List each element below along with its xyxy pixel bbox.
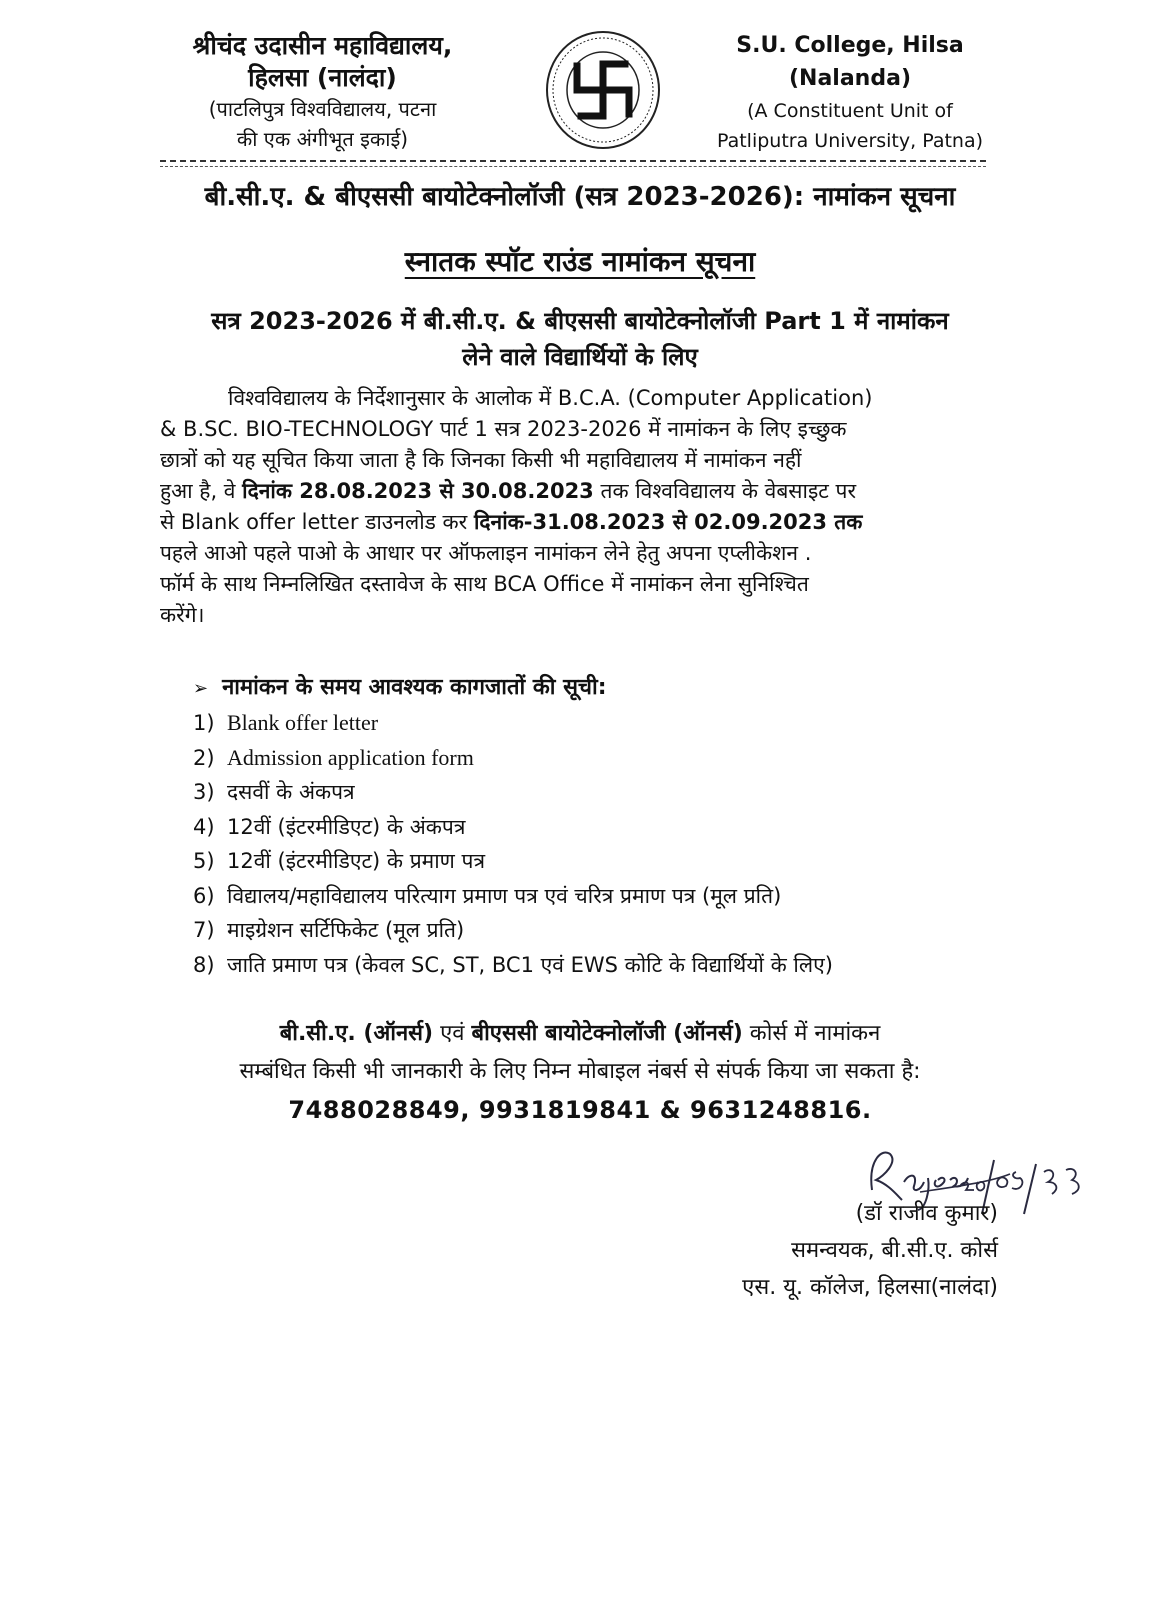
body-line	[160, 507, 990, 538]
list-item	[193, 913, 993, 948]
documents-list	[193, 706, 993, 982]
notice-subtitle	[160, 243, 1000, 281]
list-item-text: Blank offer letter	[227, 710, 379, 735]
list-item-text: विद्यालय/महाविद्यालय परित्याग प्रमाण पत्र एवं चरित्र प्रमाण पत्र (मूल प्रति)	[227, 883, 782, 908]
notice-heading-line1: सत्र 2023-2026 में बी.सी.ए. & बीएससी बायोटेक्नोलॉजी Part 1 में नामांकन	[211, 307, 949, 335]
body-text: से Blank offer letter डाउनलोड कर	[160, 510, 474, 534]
list-item	[193, 775, 993, 810]
college-seal-swastika-icon	[543, 28, 663, 153]
documents-heading-text: नामांकन के समय आवश्यक कागजातों की सूची:	[222, 675, 607, 700]
list-item-text: दसवीं के अंकपत्र	[227, 780, 355, 804]
contact-line2: सम्बंधित किसी भी जानकारी के लिए निम्न मोबाइल नंबर्स से संपर्क किया जा सकता है:	[239, 1059, 921, 1084]
university-affiliation-hindi-2: की एक अंगीभूत इकाई)	[236, 127, 409, 151]
list-item-number: 7)	[193, 918, 215, 942]
body-line: & B.SC. BIO-TECHNOLOGY पार्ट 1 सत्र 2023-2026 में नामांकन के लिए इच्छुक	[160, 417, 847, 441]
list-item-text: Admission application form	[227, 744, 474, 770]
list-item-number: 6)	[193, 883, 215, 908]
body-line: फॉर्म के साथ निम्नलिखित दस्तावेज के साथ BCA Office में नामांकन लेना सुनिश्चित	[160, 572, 809, 596]
college-location-english: (Nalanda)	[788, 66, 911, 91]
body-line	[160, 476, 990, 507]
contact-text: कोर्स में नामांकन	[742, 1021, 881, 1046]
signature-block	[680, 1195, 998, 1306]
contact-course-biotech: बीएससी बायोटेक्नोलॉजी (ऑनर्स)	[471, 1021, 743, 1046]
body-date-range-download: दिनांक 28.08.2023 से 30.08.2023	[242, 479, 594, 503]
list-item	[193, 879, 993, 914]
body-line: विश्वविद्यालय के निर्देशानुसार के आलोक में B.C.A. (Computer Application)	[228, 386, 873, 410]
list-item-text: 12वीं (इंटरमीडिएट) के अंकपत्र	[227, 814, 466, 839]
list-item-number: 1)	[193, 711, 215, 735]
header-divider	[160, 160, 986, 162]
contact-line1	[160, 1015, 1000, 1053]
university-affiliation-english-1: (A Constituent Unit of	[747, 100, 953, 122]
list-item-text: 12वीं (इंटरमीडिएट) के प्रमाण पत्र	[227, 849, 486, 873]
notice-title: बी.सी.ए. & बीएससी बायोटेक्नोलॉजी (सत्र 2023-2026): नामांकन सूचना	[204, 182, 956, 212]
header-hindi-block	[150, 30, 495, 154]
list-item-number: 2)	[193, 745, 215, 770]
body-date-range-admission: दिनांक-31.08.2023 से 02.09.2023 तक	[473, 510, 863, 534]
college-location-hindi: हिलसा (नालंदा)	[248, 63, 397, 92]
list-item-number: 8)	[193, 952, 215, 977]
notice-subtitle-text: स्नातक स्पॉट राउंड नामांकन सूचना	[404, 245, 756, 278]
notice-heading	[160, 303, 1000, 375]
contact-course-bca: बी.सी.ए. (ऑनर्स)	[279, 1021, 434, 1046]
header-divider-secondary	[160, 166, 986, 167]
college-name-english: S.U. College, Hilsa	[736, 33, 964, 58]
list-item-number: 4)	[193, 814, 215, 839]
list-item-text: जाति प्रमाण पत्र (केवल SC, ST, BC1 एवं EWS कोटि के विद्यार्थियों के लिए)	[227, 952, 833, 977]
body-text: तक विश्वविद्यालय के वेबसाइट पर	[593, 479, 857, 503]
list-item	[193, 844, 993, 879]
header-english-block	[700, 30, 1000, 156]
university-affiliation-english-2: Patliputra University, Patna)	[716, 130, 984, 152]
university-affiliation-hindi-1: (पाटलिपुत्र विश्वविद्यालय, पटना	[208, 97, 437, 121]
college-name-hindi: श्रीचंद उदासीन महाविद्यालय,	[192, 31, 453, 60]
list-item	[193, 741, 993, 776]
documents-heading	[193, 672, 893, 705]
signatory-designation: समन्वयक, बी.सी.ए. कोर्स	[791, 1238, 998, 1263]
arrow-bullet-icon: ➢	[193, 678, 209, 699]
body-line: पहले आओ पहले पाओ के आधार पर ऑफलाइन नामांकन लेने हेतु अपना एप्लीकेशन .	[160, 541, 812, 565]
body-line: करेंगे।	[160, 603, 205, 627]
list-item-number: 5)	[193, 849, 215, 873]
signatory-name: (डॉ राजीव कुमार)	[855, 1201, 998, 1226]
contact-text: एवं	[433, 1021, 472, 1046]
contact-info	[160, 1015, 1000, 1091]
signatory-college: एस. यू. कॉलेज, हिलसा(नालंदा)	[742, 1275, 998, 1300]
body-text: हुआ है, वे	[160, 479, 243, 503]
list-item-number: 3)	[193, 780, 215, 804]
contact-phone-numbers: 7488028849, 9931819841 & 9631248816.	[288, 1096, 872, 1124]
notice-heading-line2: लेने वाले विद्यार्थियों के लिए	[462, 343, 698, 371]
notice-body	[160, 383, 990, 631]
list-item-text: माइग्रेशन सर्टिफिकेट (मूल प्रति)	[227, 918, 465, 942]
list-item	[193, 706, 993, 741]
body-line: छात्रों को यह सूचित किया जाता है कि जिनका किसी भी महाविद्यालय में नामांकन नहीं	[160, 448, 802, 472]
list-item	[193, 810, 993, 845]
list-item	[193, 948, 993, 983]
